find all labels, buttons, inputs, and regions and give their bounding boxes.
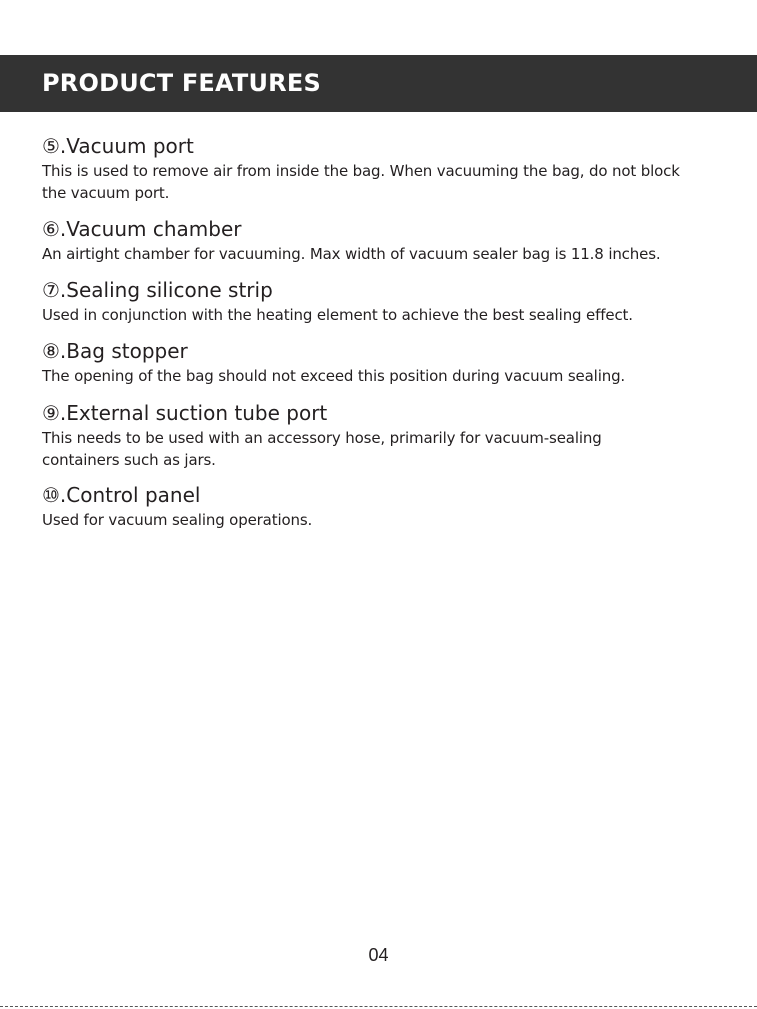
feature-description: Used for vacuum sealing operations.	[42, 511, 313, 529]
feature-title: ⑥.Vacuum chamber	[42, 217, 242, 241]
feature-title: ⑨.External suction tube port	[42, 401, 328, 425]
feature-description: This needs to be used with an accessory hose, primarily for vacuum-sealing containers such as jars.	[42, 429, 602, 469]
bottom-divider	[0, 1006, 757, 1007]
feature-vacuum-chamber	[42, 215, 732, 265]
feature-title: ⑧.Bag stopper	[42, 339, 188, 363]
feature-description: Used in conjunction with the heating element to achieve the best sealing effect.	[42, 306, 633, 324]
feature-description: This is used to remove air from inside the bag. When vacuuming the bag, do not block the vacuum port.	[42, 162, 680, 202]
feature-sealing-silicone-strip	[42, 276, 732, 326]
feature-bag-stopper	[42, 337, 732, 387]
feature-vacuum-port	[42, 132, 732, 204]
section-header	[0, 55, 757, 112]
feature-description: An airtight chamber for vacuuming. Max width of vacuum sealer bag is 11.8 inches.	[42, 245, 661, 263]
page-number: 04	[368, 945, 389, 965]
feature-title: ⑤.Vacuum port	[42, 134, 194, 158]
section-title: PRODUCT FEATURES	[42, 69, 321, 97]
feature-description: The opening of the bag should not exceed this position during vacuum sealing.	[42, 367, 626, 385]
feature-title: ⑩.Control panel	[42, 483, 201, 507]
feature-external-suction-tube-port	[42, 399, 732, 471]
feature-control-panel	[42, 481, 732, 531]
feature-title: ⑦.Sealing silicone strip	[42, 278, 273, 302]
